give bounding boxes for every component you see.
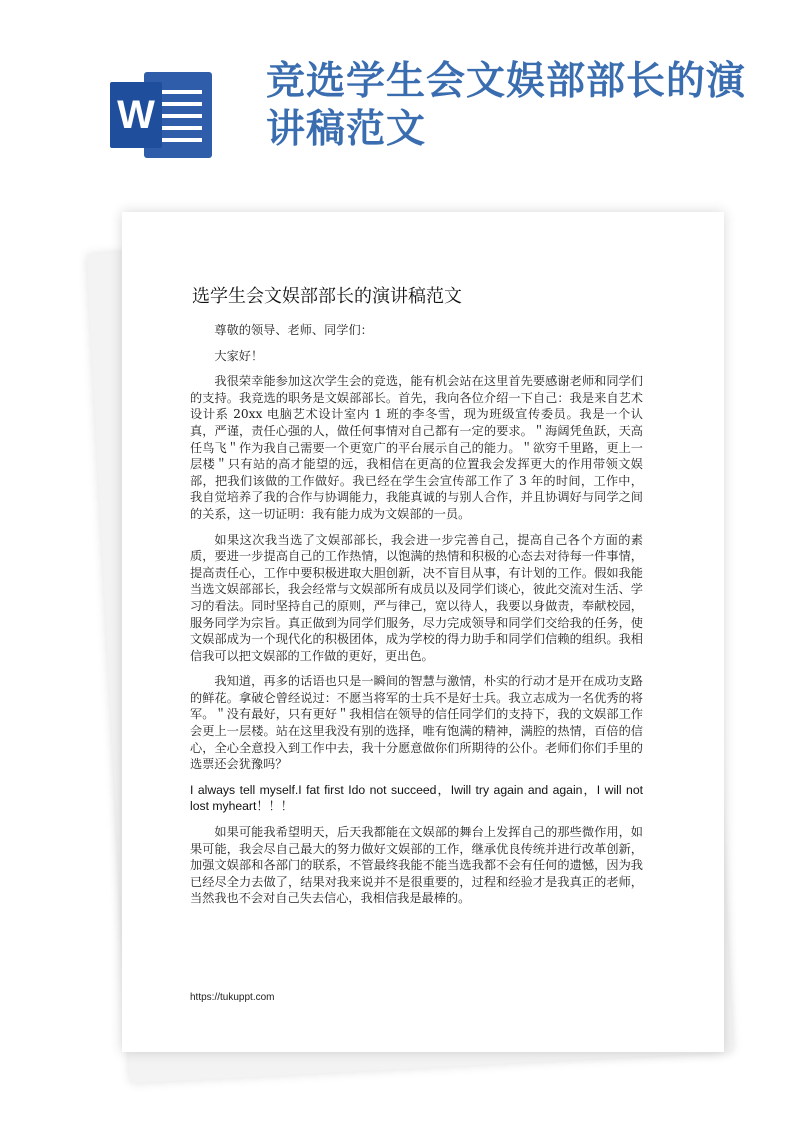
word-document-icon <box>110 72 212 158</box>
paragraph: 如果这次我当选了文娱部部长，我会进一步完善自己，提高自己各个方面的素质，要进一步提高自己的工作热情，以饱满的热情和积极的心态去对待每一件事情，提高责任心，工作中要积极进取大胆创新，决不盲目从事，有计划的工作。假如我能当选文娱部部长，我会经常与文娱部所有成员以及同学们谈心，彼此交流对生活、学习的看法。同时坚持自己的原则，严与律己，宽以待人，我要以身做责，奉献校园，服务同学为宗旨。真正做到为同学们服务，尽力完成领导和同学们交给我的任务，使文娱部成为一个现代化的积极团体，成为学校的得力助手和同学们信赖的组织。我相信我可以把文娱部的工作做的更好，更出色。 <box>190 532 643 663</box>
paragraph-english: I always tell myself.I fat first Ido not succeed，Iwill try again and again，I will not lost myheart！！！ <box>190 782 643 814</box>
document-title: 选学生会文娱部部长的演讲稿范文 <box>192 286 462 307</box>
word-icon-letter: W <box>110 82 162 148</box>
page-title: 竞选学生会文娱部部长的演讲稿范文 <box>266 59 747 152</box>
word-icon-line <box>162 126 202 130</box>
paragraph: 如果可能我希望明天，后天我都能在文娱部的舞台上发挥自己的那些微作用，如果可能，我会尽自己最大的努力做好文娱部的工作，继承优良传统并进行改革创新，加强文娱部和各部门的联系，不管最终我能不能当选我都不会有任何的遗憾，因为我已经尽全力去做了，结果对我来说并不是很重要的，过程和经验才是我真正的老师，当然我也不会对自己失去信心，我相信我是最棒的。 <box>190 825 643 906</box>
document-body <box>190 322 643 916</box>
word-icon-line <box>162 90 202 94</box>
paragraph: 我知道，再多的话语也只是一瞬间的智慧与激情，朴实的行动才是开在成功支路的鲜花。拿破仑曾经说过：不愿当将军的士兵不是好士兵。我立志成为一名优秀的将军。＂没有最好，只有更好＂我相信在领导的信任同学们的支持下，我的文娱部工作会更上一层楼。站在这里我没有别的选择，唯有饱满的精神，满腔的热情，百倍的信心，全心全意投入到工作中去，我十分愿意做你们所期待的公仆。老师们你们手里的选票还会犹豫吗？ <box>190 674 643 772</box>
word-icon-line <box>162 138 202 142</box>
paragraph-greeting: 大家好！ <box>214 348 264 363</box>
paragraph: 我很荣幸能参加这次学生会的竞选，能有机会站在这里首先要感谢老师和同学们的支持。我竞选的职务是文娱部部长。首先，我向各位介绍一下自己：我是来自艺术设计系 20xx 电脑艺术设计室内 1 班的李冬雪，现为班级宣传委员。我是一个认真，严谨，责任心强的人，做任何事情对自己都有一定的要求。＂海阔凭鱼跃，天高任鸟飞＂作为我自己需要一个更宽广的平台展示自己的能力。＂欲穷千里路，更上一层楼＂只有站的高才能望的远，我相信在更高的位置我会发挥更大的作用带领文娱部，把我们该做的工作做好。我已经在学生会宣传部工作了 3 年的时间，工作中，我自觉培养了我的合作与协调能力，我能真诚的与别人合作，并且协调好与同学之间的关系，这一切证明：我有能力成为文娱部的一员。 <box>190 374 643 521</box>
source-url: https://tukuppt.com <box>190 992 275 1003</box>
paragraph-salutation: 尊敬的领导、老师、同学们： <box>214 323 373 337</box>
header <box>0 0 800 200</box>
word-icon-line <box>162 114 202 118</box>
word-icon-line <box>162 102 202 106</box>
